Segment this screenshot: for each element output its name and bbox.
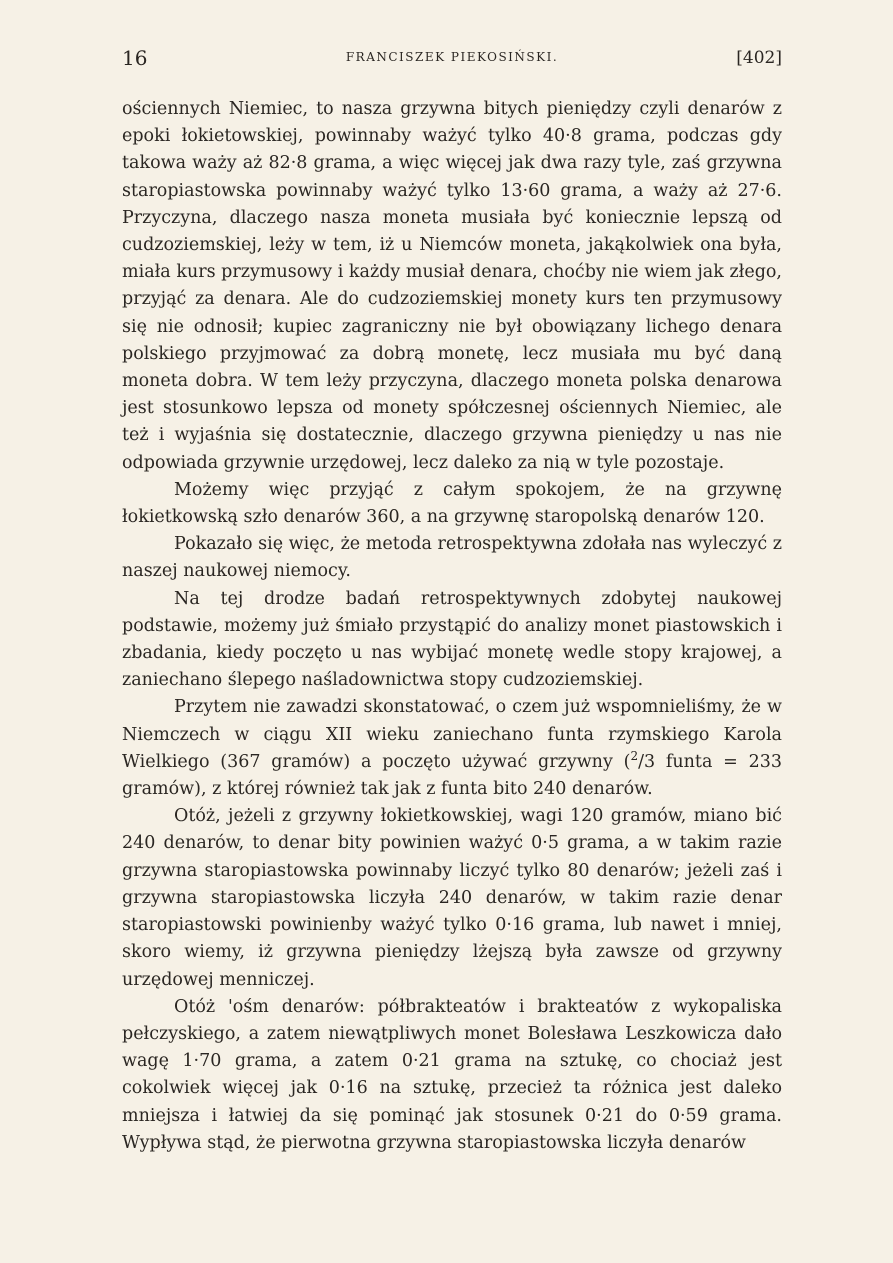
fraction-denominator: 3	[643, 751, 656, 772]
paragraph: Pokazało się więc, że metoda retrospektywna zdołała nas wyleczyć z naszej naukowej niemocy.	[122, 534, 782, 582]
running-title: FRANCISZEK PIEKOSIŃSKI.	[345, 50, 559, 64]
page-header	[122, 46, 782, 76]
fraction-numerator: 2	[630, 749, 639, 764]
original-page-number: [402]	[736, 48, 782, 68]
paragraph: Możemy więc przyjąć z całym spokojem, że na grzywnę łokietkowską szło denarów 360, a na grzywnę staropolską denarów 120.	[122, 479, 782, 528]
paragraph-text: Przytem nie zawadzi skonstatować, o czem już wspomnieliśmy, że w Niemczech w ciągu XII wieku zaniechano funta rzymskiego Karola Wielkiego (367 gramów) a poczęto używać grzywny (	[122, 697, 782, 772]
paragraph: Otóż, jeżeli z grzywny łokietkowskiej, wagi 120 gramów, miano bić 240 denarów, to denar bity powinien ważyć 0·5 grama, a w takim razie grzywna staropiastowska powinnaby liczyć tylko 80 denarów; jeżeli zaś i grzywna staropiastowska liczyła 240 denarów, w takim razie denar staropiastowski powinienby ważyć tylko 0·16 grama, lub nawet i mniej, skoro wiemy, iż grzywna pieniędzy lżejszą była zawsze od grzywny urzędowej menniczej.	[122, 806, 782, 990]
page-number: 16	[122, 46, 148, 70]
paragraph: Przytem nie zawadzi skonstatować, o czem już wspomnieliśmy, że w Niemczech w ciągu XII wieku zaniechano funta rzymskiego Karola Wielkiego (367 gramów) a poczęto używać grzywny ($^2$/3 funta = 233 gramów), z której również tak jak z funta bito 240 denarów.	[122, 697, 782, 800]
paragraph: Na tej drodze badań retrospektywnych zdobytej naukowej podstawie, możemy już śmiało przystąpić do analizy monet piastowskich i zbadania, kiedy poczęto u nas wybijać monetę wedle stopy krajowej, a zaniechano ślepego naśladownictwa stopy cudzoziemskiej.	[122, 588, 782, 691]
body-text	[122, 96, 782, 1157]
paragraph: ościennych Niemiec, to nasza grzywna bitych pieniędzy czyli denarów z epoki łokietowskiej, powinnaby ważyć tylko 40·8 grama, podczas gdy takowa waży aż 82·8 grama, a więc więcej jak dwa razy tyle, zaś grzywna staropiastowska powinnaby ważyć tylko 13·60 grama, a waży aż 27·6. Przyczyna, dlaczego nasza moneta musiała być koniecznie lepszą od cudzoziemskiej, leży w tem, iż u Niemców moneta, jakąkolwiek ona była, miała kurs przymusowy i każdy musiał denara, choćby nie wiem jak złego, przyjąć za denara. Ale do cudzoziemskiej monety kurs ten przymusowy się nie odnosił; kupiec zagraniczny nie był obowiązany lichego denara polskiego przyjmować za dobrą monetę, lecz musiała mu być daną moneta dobra. W tem leży przyczyna, dlaczego moneta polska denarowa jest stosunkowo lepsza od monety spółczesnej ościennych Niemiec, ale też i wyjaśnia się dostatecznie, dlaczego grzywna pieniędzy u nas nie odpowiada grzywnie urzędowej, lecz daleko za nią w tyle pozostaje.	[122, 99, 782, 473]
paragraph: Otóż 'ośm denarów: półbrakteatów i brakteatów z wykopaliska pełczyskiego, a zatem niewątpliwych monet Bolesława Leszkowicza dało wagę 1·70 grama, a zatem 0·21 grama na sztukę, co chociaż jest cokolwiek więcej jak 0·16 na sztukę, przecież ta różnica jest daleko mniejsza i łatwiej da się pominąć jak stosunek 0·21 do 0·59 grama. Wypływa stąd, że pierwotna grzywna staropiastowska liczyła denarów	[122, 996, 782, 1153]
paragraph-text: funta = 233 gramów), z której również tak jak z funta bito 240 denarów.	[122, 751, 782, 800]
